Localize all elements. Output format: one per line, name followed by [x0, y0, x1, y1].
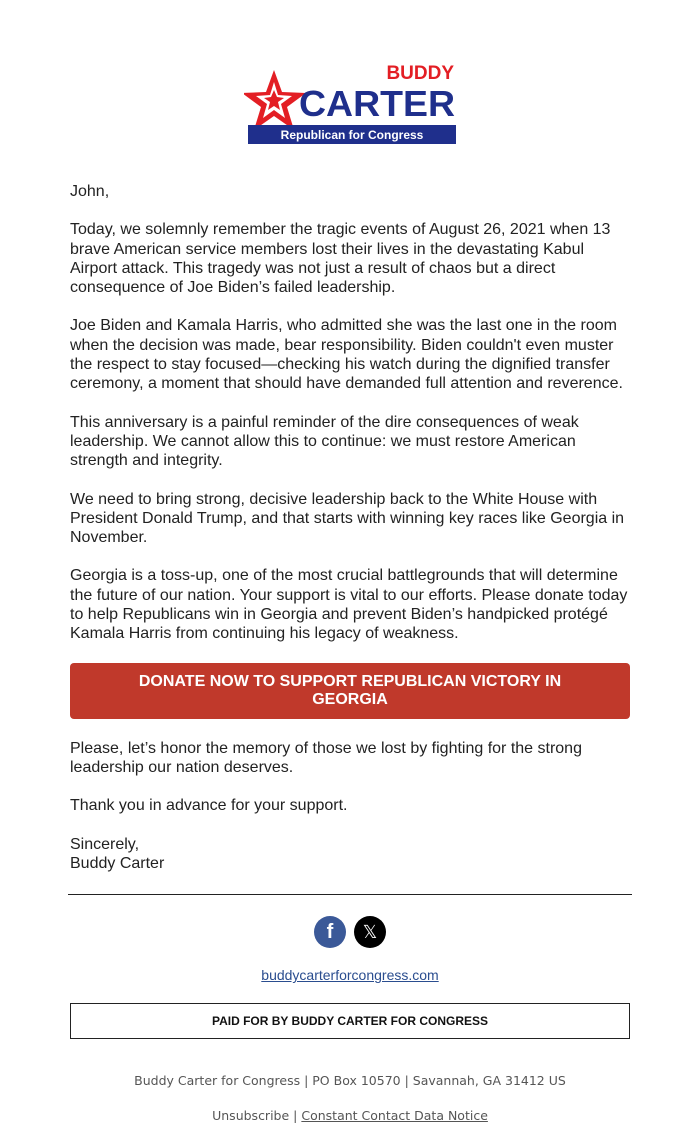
donate-button[interactable]: DONATE NOW TO SUPPORT REPUBLICAN VICTORY IN GEORGIA	[70, 663, 630, 719]
paragraph: Georgia is a toss-up, one of the most crucial battlegrounds that will determine the future of our nation. Your support is vital to our efforts. Please donate today to help Republicans win in Georgia and prevent Biden’s handpicked protégé Kamala Harris from continuing his legacy of weakness.	[70, 567, 628, 643]
website-link[interactable]: buddycarterforcongress.com	[261, 967, 439, 984]
facebook-icon[interactable]: f	[314, 916, 346, 948]
paragraph: We need to bring strong, decisive leadership back to the White House with President Donald Trump, and that starts with winning key races like Georgia in November.	[70, 490, 625, 547]
x-twitter-icon[interactable]: 𝕏	[354, 916, 386, 948]
logo-tagline: Republican for Congress	[280, 128, 424, 142]
signoff: Sincerely,	[70, 835, 140, 853]
mailing-address: Buddy Carter for Congress | PO Box 10570 | Savannah, GA 31412 US	[134, 1073, 566, 1089]
paragraph: Joe Biden and Kamala Harris, who admitted she was the last one in the room when the decision was made, bear responsibility. Biden couldn't even muster the respect to stay focused—checking his watch during the dignified transfer ceremony, a moment that should have demanded full attention and reverence.	[70, 317, 623, 393]
separator: |	[289, 1108, 302, 1124]
unsubscribe-link[interactable]: Unsubscribe	[212, 1108, 290, 1124]
divider	[68, 894, 632, 895]
email-body	[70, 182, 632, 873]
logo-line1: BUDDY	[386, 63, 454, 84]
paragraph: Thank you in advance for your support.	[70, 797, 348, 815]
signature: Buddy Carter	[70, 854, 165, 872]
paragraph: Today, we solemnly remember the tragic events of August 26, 2021 when 13 brave American service members lost their lives in the devastating Kabul Airport attack. This tragedy was not just a result of chaos but a direct consequence of Joe Biden’s failed leadership.	[70, 221, 611, 297]
social-links	[0, 916, 700, 948]
buddy-carter-logo	[244, 62, 458, 146]
greeting: John,	[70, 183, 110, 200]
paragraph: Please, let’s honor the memory of those we lost by fighting for the strong leadership our nation deserves.	[70, 739, 582, 776]
logo-line2: CARTER	[299, 83, 455, 124]
data-notice-link[interactable]: Constant Contact Data Notice	[301, 1108, 488, 1124]
paid-for-disclaimer: PAID FOR BY BUDDY CARTER FOR CONGRESS	[70, 1003, 630, 1039]
paragraph: This anniversary is a painful reminder of the dire consequences of weak leadership. We cannot allow this to continue: we must restore American strength and integrity.	[70, 413, 579, 470]
